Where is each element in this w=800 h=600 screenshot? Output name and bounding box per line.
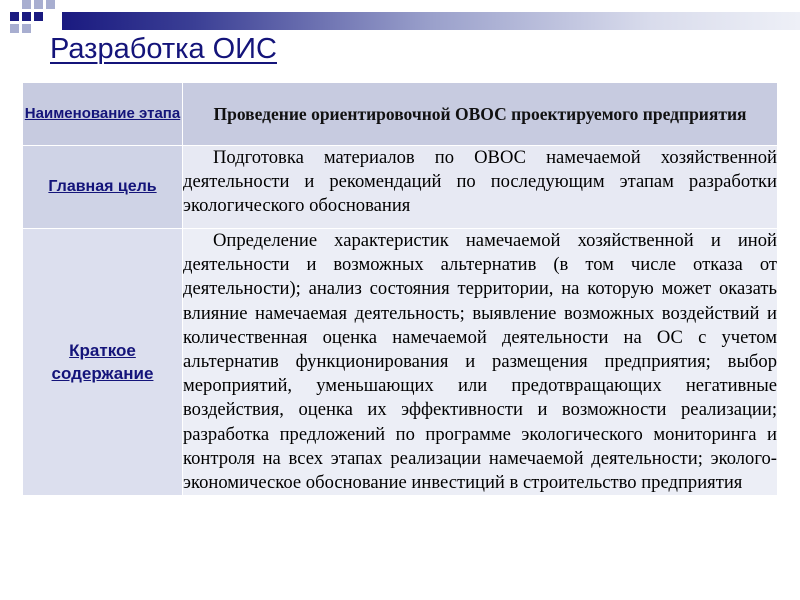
goal-label-cell [23,146,183,229]
slide-title: Разработка ОИС [50,33,277,65]
goal-value: Подготовка материалов по ОВОС намечаемой хозяйственной деятельности и рекомендаций по последующим этапам разработки экологического обоснования [183,147,777,217]
goal-label: Главная цель [48,178,157,195]
content-value: Определение характеристик намечаемой хозяйственной и иной деятельности и возможных альтернатив (в том числе отказа от деятельности); анализ состояния территории, на которую может оказать влияние намечаемая деятельность; выявление возможных воздействий и количественная оценка намечаемой деятельности на ОС с учетом альтернатив функционирования и размещения предприятия; выбор мероприятий, уменьшающих или предотвращающих негативные воздействия, оценка их эффективности и возможности реализации; разработка предложений по программе экологического мониторинга и контроля на всех этапах реализации намечаемой деятельности; эколого-экономическое обоснование инвестиций в строительство предприятия [183,230,777,494]
content-label-cell [23,229,183,496]
decor-square-4 [46,0,55,9]
stage-table [22,82,778,496]
content-label: Краткое содержание [51,341,154,384]
decor-square-3 [34,12,43,21]
decor-square-2 [22,0,31,9]
decor-square-6 [22,24,31,33]
content-value-cell [183,229,778,496]
header-label-cell [23,83,183,146]
header-value: Проведение ориентировочной ОВОС проектируемого предприятия [213,103,747,124]
table-row-goal [23,146,778,229]
decor-square-5 [10,24,19,33]
header-value-cell [183,83,778,146]
table-row-content [23,229,778,496]
decor-square-7 [22,12,31,21]
decor-square-8 [34,0,43,9]
decor-square-1 [10,12,19,21]
header-label: Наименование этапа [24,105,181,122]
header-band [62,12,800,30]
goal-value-cell [183,146,778,229]
table-row-header [23,83,778,146]
